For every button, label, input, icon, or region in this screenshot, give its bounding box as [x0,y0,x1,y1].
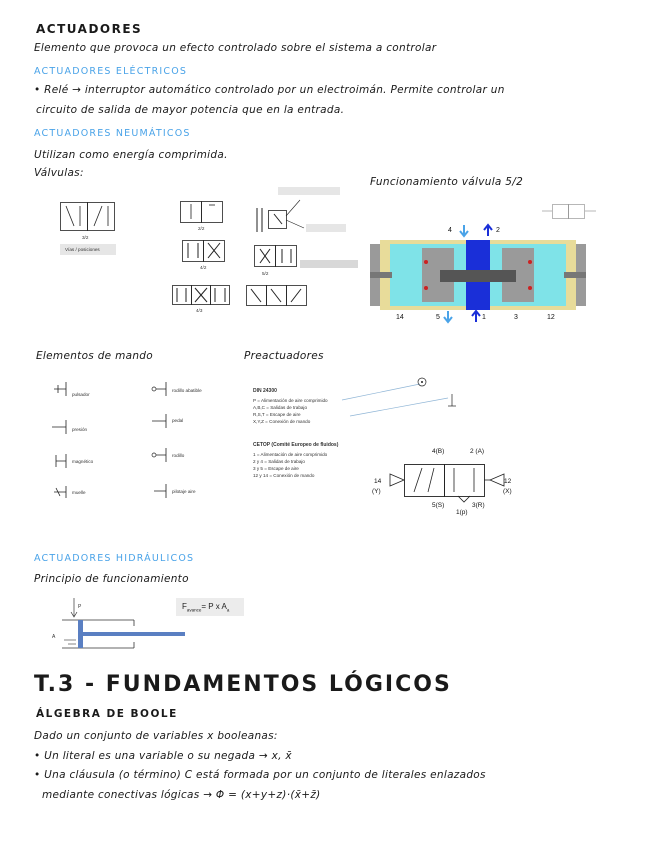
valve-3-2-symbol [60,202,116,232]
valve-mini-symbol [540,200,600,222]
mando-symbols-right [150,380,174,500]
mando-symbols-left [52,380,74,500]
callout-box-c [300,260,358,268]
formula-sub: avance [186,607,202,613]
mando-pilotaje-aire: pilotaje aire [172,489,196,494]
port-5s: 5(S) [432,502,445,509]
formula-sub2: a [226,607,230,613]
cetop-title: CETOP (Comité Europeo de fluidos) [253,442,339,448]
hydraulic-p-label: P [78,604,82,610]
actuadores-heading: ACTUADORES [36,22,143,36]
port-12: 12 [504,478,512,485]
valve-port-2: 2 [496,227,500,234]
neumaticos-definition: Utilizan como energía comprimida. [34,149,228,161]
mando-presion: presión [72,427,88,432]
din-line-1: P = Alimentación de aire comprimido [253,398,328,403]
hydraulic-cylinder [54,596,194,656]
valve-2-2-symbol [180,201,224,223]
port-1p: 1(p) [456,509,468,516]
mando-magnetico: magnético [72,459,94,464]
mando-muelle: muelle [72,490,86,495]
formula-rest: = P x A [201,602,227,611]
valve-5-2-symbol [254,245,298,271]
valve-4-3-label: 4/3 [196,308,203,313]
valve-5-2-label: 5/2 [262,271,269,276]
cetop-line-4: 12 y 14 = Conexión de mando [253,473,315,478]
funcionamiento-valvula-label: Funcionamiento válvula 5/2 [370,176,524,188]
boole-definition: Dado un conjunto de variables x booleanas: [34,730,278,742]
valve-top-arrows [456,224,496,238]
cetop-line-1: 1 = Alimentación de aire comprimido [253,452,328,457]
literal-line: • Un literal es una variable o su negada → x, x̄ [34,750,292,762]
clausula-line-1: • Una cláusula (o término) C está formada por un conjunto de literales enlazados [34,769,486,781]
hydraulic-a-label: A [52,634,56,640]
hydraulic-formula-box [176,598,244,616]
port-14: 14 [374,478,382,485]
port-2a: 2 (A) [470,448,485,455]
algebra-heading: ÁLGEBRA DE BOOLE [36,708,178,720]
hidraulicos-heading: ACTUADORES HIDRÁULICOS [34,553,195,564]
valve-port-5: 5 [436,314,440,321]
valvulas-label: Válvulas: [34,167,84,179]
din-title: DIN 24300 [253,388,277,394]
valve-port-1: 1 [482,314,486,321]
callout-box-b [306,224,346,232]
port-3r: 3(R) [472,502,485,509]
preactuadores-label: Preactuadores [244,350,324,362]
electricos-heading: ACTUADORES ELÉCTRICOS [34,66,188,77]
port-12-x: (X) [503,488,512,495]
actuadores-definition: Elemento que provoca un efecto controlado sobre el sistema a controlar [34,42,437,54]
valve-4-3-symbol [172,285,230,305]
mando-pulsador: pulsador [72,392,90,397]
callout-box-a [278,187,340,195]
mando-pedal: pedal [172,418,184,423]
vias-posiciones-label: Vías / posiciones [65,247,100,252]
valve-4-2-symbol [182,240,226,262]
valve-3-2-label: 3/2 [82,235,89,240]
valve-port-4: 4 [448,227,452,234]
port-14-y: (Y) [372,488,381,495]
valve-port-3: 3 [514,314,518,321]
mando-rodillo-abatible: rodillo abatible [172,388,202,393]
valve-5-3-symbol [246,285,310,307]
cetop-line-3: 3 y 5 = Escape de aire [253,466,299,471]
elementos-mando-label: Elementos de mando [36,350,153,362]
preact-valve-diagram [388,458,506,502]
valve-solenoid-symbol [254,206,314,234]
valve-port-14: 14 [396,314,404,321]
din-line-4: X,Y,Z = Conexión de mando [253,419,311,424]
valve-4-2-label: 4/2 [200,265,207,270]
port-4b: 4(B) [432,448,445,455]
formula-f: F [182,602,187,611]
din-line-2: A,B,C = Salidas de trabajo [253,405,308,410]
neumaticos-heading: ACTUADORES NEUMÁTICOS [34,128,191,139]
clausula-line-2: mediante conectivas lógicas → Φ = (x+y+z)·(x̄+z̄) [42,789,321,801]
cetop-line-2: 2 y 4 = Salidas de trabajo [253,459,305,464]
t3-title: T.3 - FUNDAMENTOS LÓGICOS [34,672,452,697]
rele-line-1: • Relé → interruptor automático controlado por un electroimán. Permite controlar un [34,84,505,96]
rele-line-2: circuito de salida de mayor potencia que en la entrada. [36,104,345,116]
valve-port-12: 12 [547,314,555,321]
mando-rodillo: rodillo [172,453,185,458]
din-line-3: R,S,T = Escape de aire [253,412,301,417]
principio-label: Principio de funcionamiento [34,573,189,585]
valve-2-2-label: 2/2 [198,226,205,231]
valve-5-2-cutaway [370,226,586,322]
preact-callout-lines [330,370,460,420]
